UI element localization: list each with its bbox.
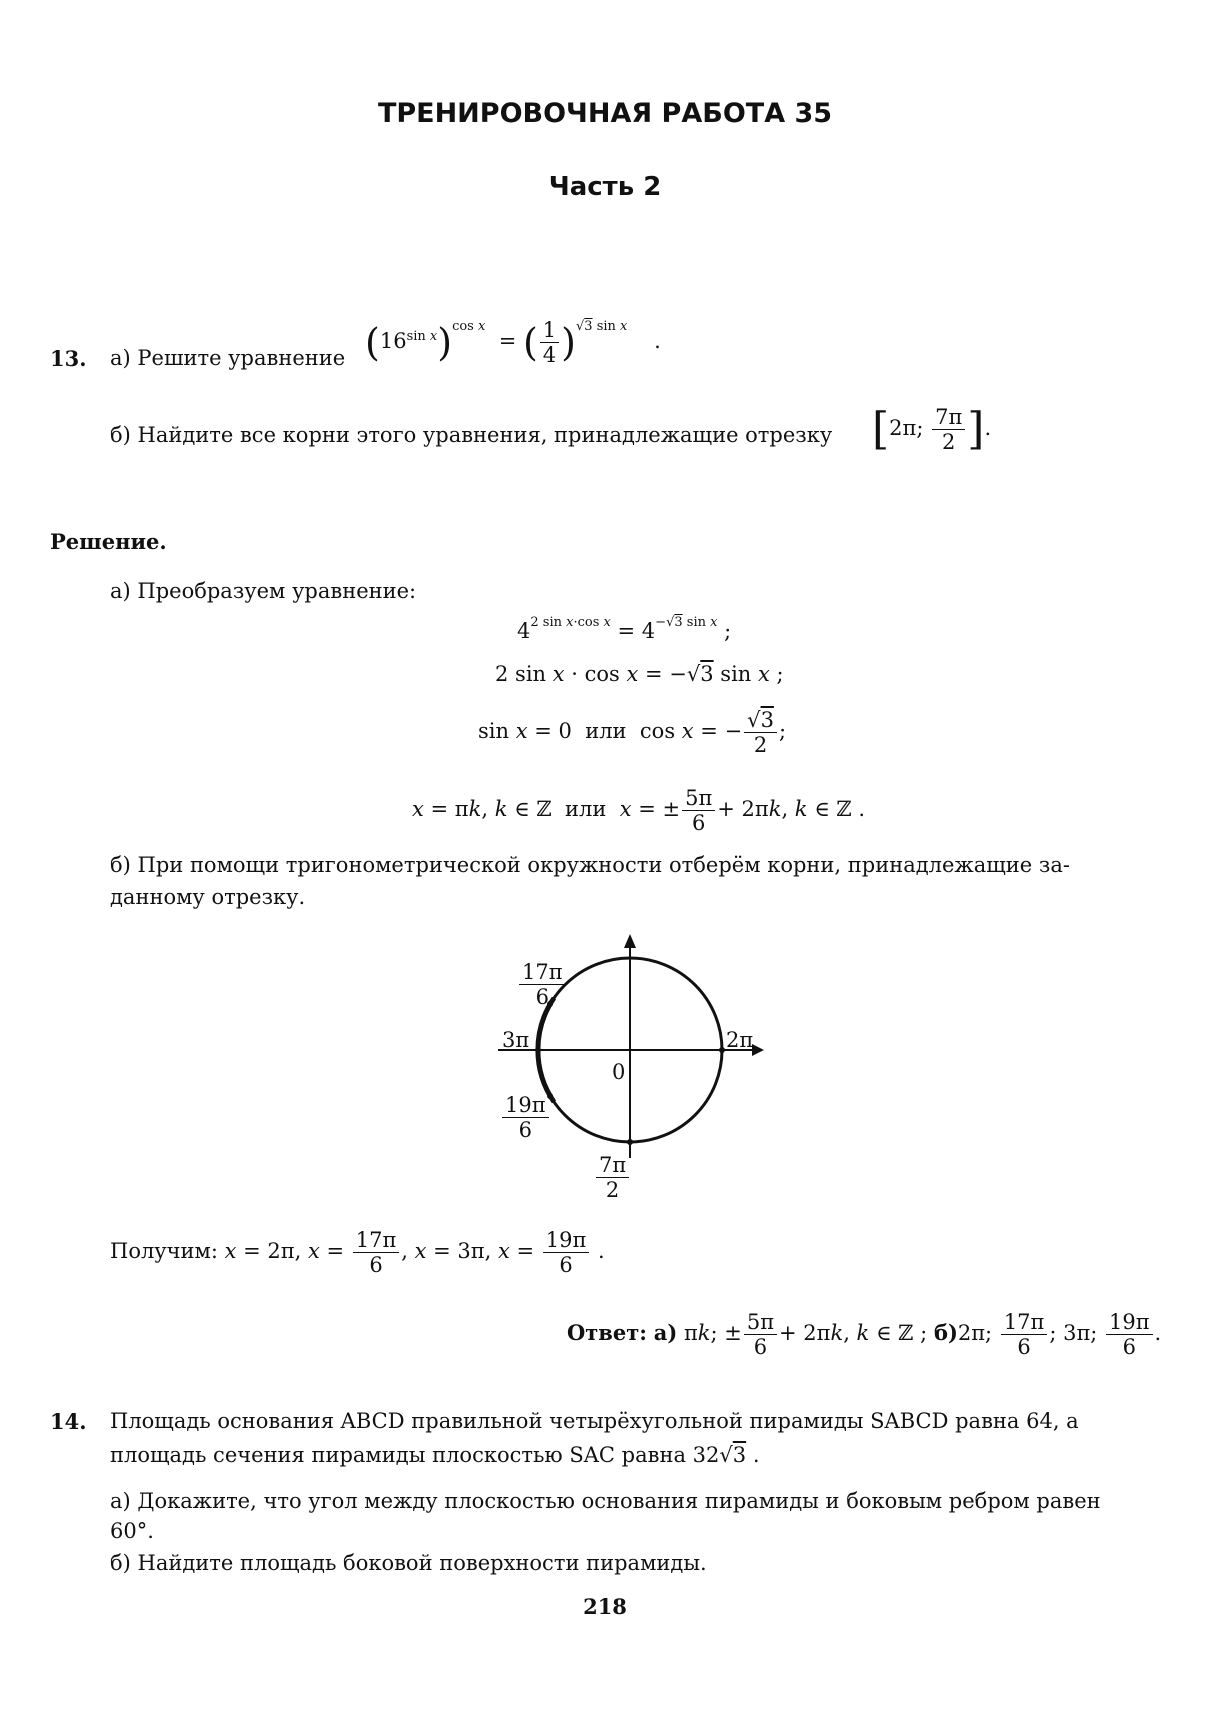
solution-a-intro: а) Преобразуем уравнение: <box>110 579 417 603</box>
or-word-1: или <box>585 719 627 744</box>
label-origin: 0 <box>612 1060 626 1084</box>
problem-14-number: 14. <box>50 1409 87 1434</box>
problem-14-line1: Площадь основания ABCD правильной четырёхугольной пирамиды SABCD равна 64, а <box>110 1409 1079 1433</box>
problem-13-part-a-label: а) Решите уравнение <box>110 346 346 370</box>
problem-13-number: 13. <box>50 346 87 371</box>
point-7pi-2 <box>627 1139 633 1145</box>
problem-14-part-a-line2: 60°. <box>110 1519 154 1543</box>
problem-14-line2: площадь сечения пирамиды плоскостью SAC равна 32√3 . <box>110 1443 760 1467</box>
result-label: Получим: <box>110 1239 218 1264</box>
label-3pi: 3π <box>502 1028 530 1052</box>
solution-eq-4: x = πk, k ∈ ℤ или x = ± $\frac{5\pi}{6}$ + 2πk, k ∈ ℤ . <box>412 786 866 836</box>
solution-answer: Ответ: а) πk; ± $\frac{5\pi}{6}$ + 2πk, k ∈ ℤ ; б)2π; $\frac{17\pi}{6}$ ; 3π; $\frac{19\pi}{6}$ . <box>567 1310 1162 1360</box>
problem-14-part-b: б) Найдите площадь боковой поверхности пирамиды. <box>110 1551 707 1575</box>
problem-13-equation: $(16^{sin x})^{cos x}$ = ( $\frac{1}{4}$ )$^{√3 sin x}$ . <box>365 318 661 368</box>
solution-eq-2: 2 sin x · cos x = −√3 sin x ; <box>495 662 784 686</box>
problem-13-part-a <box>110 345 345 372</box>
page-title: ТРЕНИРОВОЧНАЯ РАБОТА 35 <box>377 98 833 129</box>
solution-b-intro: б) При помощи тригонометрической окружности отберём корни, принадлежащие за- <box>110 853 1070 877</box>
label-17pi-6: $\frac{17\pi}{6}$ <box>517 960 568 1009</box>
label-2pi: 2π <box>726 1028 754 1052</box>
answer-label: Ответ: <box>567 1320 648 1346</box>
page-number: 218 <box>583 1594 627 1619</box>
point-2pi <box>719 1047 725 1053</box>
point-3pi <box>535 1047 541 1053</box>
solution-heading: Решение. <box>50 529 167 554</box>
label-19pi-6: $\frac{19\pi}{6}$ <box>500 1093 551 1142</box>
y-axis-arrow <box>624 934 636 948</box>
problem-13-part-b-label: б) Найдите все корни этого уравнения, принадлежащие отрезку <box>110 423 833 447</box>
label-7pi-2: $\frac{7\pi}{2}$ <box>594 1153 631 1202</box>
or-word-2: или <box>565 797 607 822</box>
solution-eq-1: $4^{2 sin x\cdot cos x} = 4^{-√3 sin x}$ ; <box>517 615 732 643</box>
solution-b-intro-cont: данному отрезку. <box>110 885 306 909</box>
problem-14-part-a-line1: а) Докажите, что угол между плоскостью основания пирамиды и боковым ребром равен <box>110 1489 1101 1513</box>
problem-13-segment: [2π; $\frac{7\pi}{2}$ ]. <box>872 403 992 455</box>
solution-eq-3: sin x = 0 или cos x = − $\frac{√3}{2}$ ; <box>478 708 787 758</box>
x-axis-arrow <box>752 1044 764 1056</box>
page-subtitle: Часть 2 <box>548 172 662 202</box>
solution-result: Получим: x = 2π, x = $\frac{17\pi}{6}$ , x = 3π, x = $\frac{19\pi}{6}$ . <box>110 1228 605 1278</box>
